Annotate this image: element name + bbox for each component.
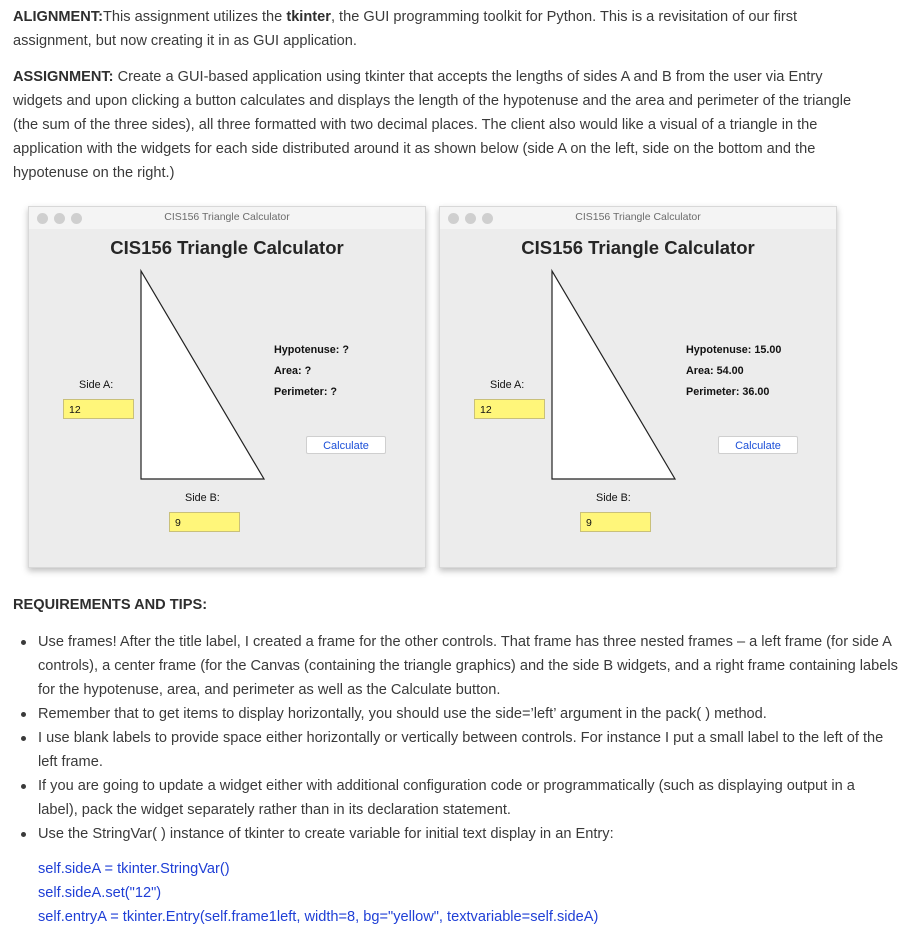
tips-list xyxy=(13,630,898,846)
triangle-canvas xyxy=(548,267,678,487)
alignment-paragraph xyxy=(13,5,863,53)
alignment-label: ALIGNMENT: xyxy=(13,9,103,25)
side-b-entry[interactable]: 9 xyxy=(169,512,240,532)
perimeter-label: Perimeter: 36.00 xyxy=(686,386,770,398)
code-line: self.sideA.set("12") xyxy=(38,885,162,901)
assignment-paragraph xyxy=(13,65,863,185)
side-b-entry[interactable]: 9 xyxy=(580,512,651,532)
calculate-button[interactable]: Calculate xyxy=(718,436,798,454)
area-label: Area: 54.00 xyxy=(686,365,744,377)
triangle-canvas xyxy=(137,267,267,487)
side-a-entry[interactable]: 12 xyxy=(474,399,545,419)
assignment-text: Create a GUI-based application using tkinter that accepts the lengths of sides A and B from the user via Entry widgets and upon clicking a button calculates and displays the length of the hypotenuse and the area and perimeter of the triangle (the sum of the three sides), all three formatted with two decimal places. The client also would like a visual of a triangle in the application with the widgets for each side distributed around it as shown below (side A on the left, side on the bottom and the hypotenuse on the right.) xyxy=(13,69,852,181)
tip-item: Use the StringVar( ) instance of tkinter to create variable for initial text display in an Entry: xyxy=(38,822,898,846)
hypotenuse-label: Hypotenuse: 15.00 xyxy=(686,344,782,356)
code-line: self.sideA = tkinter.StringVar() xyxy=(38,861,230,877)
side-b-label: Side B: xyxy=(185,492,220,504)
area-label: Area: ? xyxy=(274,365,312,377)
app-title: CIS156 Triangle Calculator xyxy=(521,237,755,258)
screenshot-after-calculate xyxy=(439,206,837,568)
app-title: CIS156 Triangle Calculator xyxy=(110,237,344,258)
requirements-heading: REQUIREMENTS AND TIPS: xyxy=(13,597,208,613)
tkinter-keyword: tkinter xyxy=(286,9,331,25)
tip-item: If you are going to update a widget either with additional configuration code or programmatically (such as displaying output in a label), pack the widget separately rather than in its declaration statement. xyxy=(38,774,898,822)
side-a-entry[interactable]: 12 xyxy=(63,399,134,419)
tip-item: I use blank labels to provide space either horizontally or vertically between controls. For instance I put a small label to the left of the left frame. xyxy=(38,726,898,774)
triangle-shape xyxy=(141,271,264,479)
side-b-label: Side B: xyxy=(596,492,631,504)
screenshot-before-calculate xyxy=(28,206,426,568)
alignment-text-after: , the GUI programming toolkit for Python. This is a revisitation of our first assignment, but now creating it in as GUI application. xyxy=(13,9,798,49)
window-title: CIS156 Triangle Calculator xyxy=(575,211,701,223)
tip-item: Use frames! After the title label, I created a frame for the other controls. That frame has three nested frames – a left frame (for side A controls), a center frame (for the Canvas (containing the triangle graphics) and the side B widgets, and a right frame containing labels for the hypotenuse, area, and perimeter as well as the Calculate button. xyxy=(38,630,898,702)
hypotenuse-label: Hypotenuse: ? xyxy=(274,344,349,356)
window-title: CIS156 Triangle Calculator xyxy=(164,211,290,223)
window-titlebar xyxy=(440,207,836,229)
side-a-label: Side A: xyxy=(490,379,525,391)
code-line: self.entryA = tkinter.Entry(self.frame1left, width=8, bg="yellow", textvariable=self.sideA) xyxy=(38,909,599,925)
calculate-button[interactable]: Calculate xyxy=(306,436,386,454)
perimeter-label: Perimeter: ? xyxy=(274,386,338,398)
window-titlebar xyxy=(29,207,425,229)
side-a-label: Side A: xyxy=(79,379,114,391)
tip-item: Remember that to get items to display horizontally, you should use the side=’left’ argument in the pack( ) method. xyxy=(38,702,898,726)
triangle-shape xyxy=(552,271,675,479)
assignment-label: ASSIGNMENT: xyxy=(13,69,114,85)
alignment-text-before: This assignment utilizes the xyxy=(103,9,287,25)
